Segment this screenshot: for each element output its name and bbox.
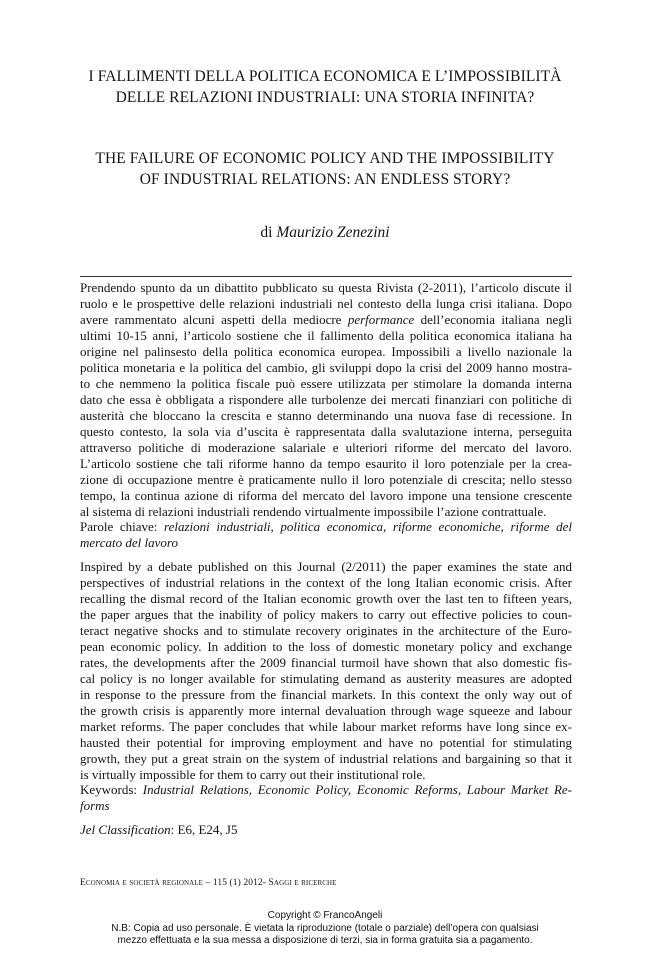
copyright-line: Copyright © FrancoAngeli [267, 910, 383, 921]
keywords-label: Keywords: [80, 782, 138, 797]
keywords-english [80, 782, 572, 814]
abstract-line: teract negative shocks and to stimulate recovery originates in the architecture of the Euro- [80, 623, 572, 638]
abstract-line: origine nel palinsesto della politica economica europea. Impossibili a livello nazionale la [80, 344, 572, 359]
jel-label: Jel Classification [80, 822, 171, 837]
keywords-values-cont: mercato del lavoro [80, 535, 178, 550]
keywords-label: Parole chiave: [80, 519, 158, 534]
abstract-line: to che nemmeno la politica fiscale può essere utilizzata per stimolare la domanda interna [80, 376, 572, 391]
journal-name: Economia e società regionale [80, 878, 204, 888]
abstract-line: questo contesto, la sola via d’uscita è rappresentata dalla svalutazione interna, perseguita [80, 424, 572, 439]
abstract-line: market reforms. The paper concludes that while labour market reforms have long since ex- [80, 719, 572, 734]
abstract-line: in response to the pressure from the financial markets. In this context the only way out of [80, 687, 572, 702]
title-italian-line-1: I FALLIMENTI DELLA POLITICA ECONOMICA E L’IMPOSSIBILITÀ [88, 68, 562, 85]
title-italian-line-2: DELLE RELAZIONI INDUSTRIALI: UNA STORIA INFINITA? [115, 89, 535, 106]
abstract-line: tempo, la continua azione di riforma del mercato del lavoro impone una tensione crescente [80, 488, 572, 503]
abstract-line: pean economic policy. In addition to the loss of domestic monetary policy and exchange [80, 639, 572, 654]
abstract-line: recalling the dismal record of the Italian economic growth over the last ten to fifteen years, [80, 591, 572, 606]
keywords-values: relazioni industriali, politica economica, riforme economiche, riforme del [164, 519, 572, 534]
jel-line [80, 822, 572, 838]
title-italian [0, 66, 650, 108]
journal-section: Saggi e ricerche [268, 878, 337, 888]
abstract-line: avere rammentato alcuni aspetti della mediocre performance dell’economia italiana negli [80, 312, 572, 327]
italic-term: performance [347, 312, 415, 327]
abstract-line: ultimi 10-15 anni, l’articolo sostiene che il fallimento della politica economica italiana ha [80, 328, 572, 343]
abstract-line: L’articolo sostiene che tali riforme hanno da tempo esaurito il loro potenziale per la crea- [80, 456, 572, 471]
abstract-line: perspectives of industrial relations in the context of the long Italian economic crisis. After [80, 575, 572, 590]
author-prefix: di [260, 224, 273, 241]
keywords-line [80, 519, 572, 535]
abstract-line: hausted their potential for improving employment and have no potential for stimulating [80, 735, 572, 750]
title-english-line-1: THE FAILURE OF ECONOMIC POLICY AND THE IMPOSSIBILITY [95, 150, 555, 167]
keywords-line [80, 782, 572, 798]
copyright-note: mezzo effettuata e la sua messa a disposizione di terzi, sia in forma gratuita sia a pagamento. [117, 935, 533, 946]
jel-value: : E6, E24, J5 [170, 822, 238, 837]
title-english [0, 148, 650, 190]
abstract-line: Inspired by a debate published on this Journal (2/2011) the paper examines the state and [80, 559, 572, 574]
abstract-line: attraverso politiche di moderazione salariale e ulteriori riforme del mercato del lavoro. [80, 440, 572, 455]
keywords-values: Industrial Relations, Economic Policy, Economic Reforms, Labour Market Re- [142, 782, 572, 797]
abstract-line: Prendendo spunto da un dibattito pubblicato su questa Rivista (2-2011), l’articolo discute il [80, 280, 572, 295]
keywords-values-cont: forms [80, 798, 110, 813]
abstract-line: growth, they put a great strain on the system of industrial relations and bargaining so that it [80, 751, 572, 766]
abstract-english [80, 559, 572, 783]
abstract-line: is virtually impossible for them to carry out their institutional role. [80, 767, 426, 782]
copyright-notice [0, 910, 650, 948]
abstract-line: the growth crisis is apparently more internal devaluation through wage squeeze and labour [80, 703, 572, 718]
abstract-line: politica monetaria e la politica del cambio, gli sviluppi dopo la crisi del 2009 hanno mostra- [80, 360, 572, 375]
abstract-line: cal policy is no longer available for stimulating demand as austerity measures are adopted [80, 671, 572, 686]
abstract-line: ruolo e le prospettive delle relazioni industriali nel contesto della lunga crisi italiana. Dopo [80, 296, 572, 311]
journal-issue: – 115 (1) 2012- [203, 878, 269, 888]
abstract-divider [80, 276, 572, 277]
abstract-line: the paper argues that the inability of policy makers to carry out effective policies to coun- [80, 607, 572, 622]
abstract-italian [80, 280, 572, 520]
author-name: Maurizio Zenezini [276, 224, 390, 241]
abstract-line: zione di occupazione mentre è praticamente nullo il loro potenziale di crescita; nello stesso [80, 472, 572, 487]
abstract-line: austerità che bloccano la crescita e stanno determinando una nuova fase di recessione. In [80, 408, 572, 423]
journal-footer [80, 878, 337, 888]
keywords-italian [80, 519, 572, 551]
title-english-line-2: OF INDUSTRIAL RELATIONS: AN ENDLESS STORY? [139, 171, 511, 188]
copyright-note: N.B: Copia ad uso personale. È vietata la riproduzione (totale o parziale) dell’opera con qualsiasi [111, 922, 539, 934]
jel-classification [80, 822, 572, 838]
abstract-line: al sistema di relazioni industriali rendendo virtualmente impossibile l’azione contrattuale. [80, 504, 547, 519]
author-line [0, 224, 650, 242]
abstract-line: rates, the developments after the 2009 financial turmoil have shown that also domestic fis- [80, 655, 572, 670]
abstract-line: dato che essa è obbligata a rispondere alle turbolenze dei mercati finanziari con politiche di [80, 392, 572, 407]
